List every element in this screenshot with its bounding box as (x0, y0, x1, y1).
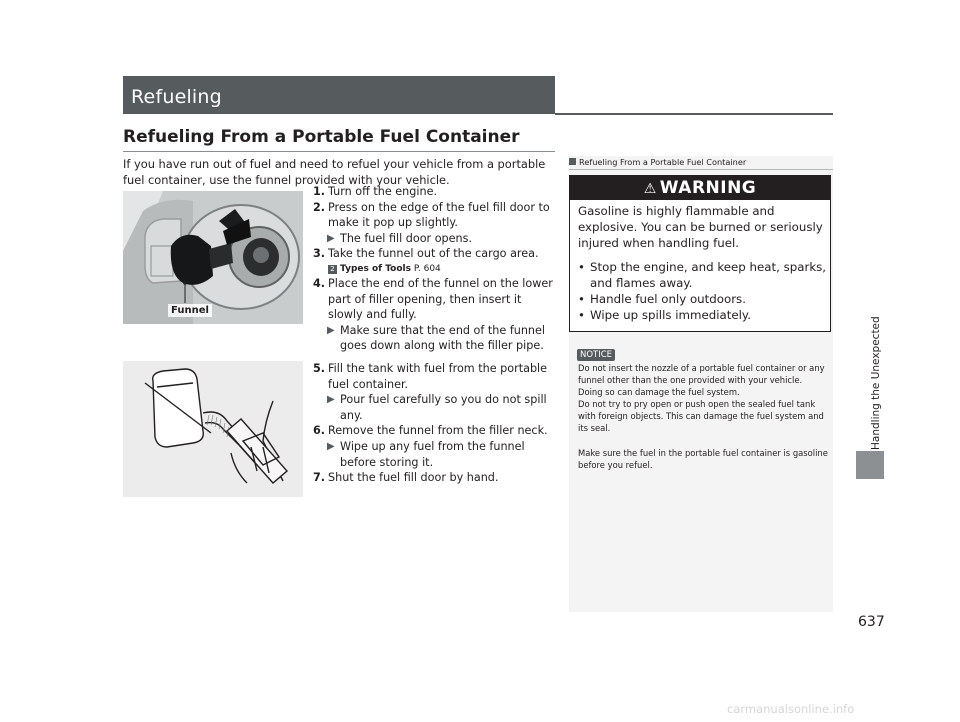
funnel-insertion-figure (123, 361, 303, 497)
funnel-insertion-illustration (123, 361, 303, 497)
step-result-text: Pour fuel carefully so you do not spill any. (340, 393, 547, 422)
warning-lead-text: Gasoline is highly flammable and explosive. You can be burned or seriously injured when handling fuel. (578, 204, 823, 250)
arrow-right-icon: ▶ (327, 440, 335, 452)
xref-page: P. 604 (413, 263, 441, 274)
warning-triangle-icon: ⚠ (643, 181, 657, 197)
side-note-rule (569, 169, 833, 170)
chapter-title: Refueling (131, 86, 222, 108)
fuel-door-photo (123, 191, 303, 324)
step-6 (313, 423, 558, 439)
step-text: Fill the tank with fuel from the portable fuel container. (328, 361, 548, 391)
step-result-text: Wipe up any fuel from the funnel before storing it. (340, 439, 525, 469)
step-3 (313, 246, 558, 262)
step-result-text: The fuel fill door opens. (340, 231, 473, 245)
step-5-result (313, 392, 558, 423)
notice-paragraph: Make sure the fuel in the portable fuel container is gasoline before you refuel. (578, 447, 828, 470)
chapter-side-tab-label (868, 160, 882, 450)
step-text: Press on the edge of the fuel fill door to make it pop up slightly. (328, 200, 550, 230)
arrow-right-icon: ▶ (327, 232, 335, 244)
intro-paragraph: If you have run out of fuel and need to refuel your vehicle from a portable fuel container, use the funnel provided with your vehicle. (123, 157, 546, 187)
warning-body (578, 203, 830, 323)
xref-title: Types of Tools (340, 263, 411, 274)
side-note-heading (569, 157, 746, 167)
warning-title-text: WARNING (659, 178, 757, 198)
step-number: 7. (313, 471, 326, 485)
step-7 (313, 470, 558, 486)
step-number: 2. (313, 200, 326, 214)
step-text: Take the funnel out of the cargo area. (328, 247, 539, 261)
reference-icon: 2 (328, 265, 337, 274)
step-2 (313, 200, 558, 231)
warning-title (570, 177, 830, 199)
step-number: 4. (313, 276, 326, 290)
step-number: 1. (313, 185, 326, 198)
step-number: 6. (313, 424, 326, 438)
notice-paragraph: Do not insert the nozzle of a portable fuel container or any funnel other than the one provided with your vehicle. Doing so can damage the fuel system. (578, 363, 825, 398)
step-4-result (313, 323, 558, 354)
warning-bullet: • Handle fuel only outdoors. (578, 291, 830, 307)
step-1 (313, 184, 558, 200)
warning-bullet: • Stop the engine, and keep heat, sparks, and flames away. (578, 259, 830, 291)
step-text: Shut the fuel fill door by hand. (328, 471, 499, 485)
section-title: Refueling From a Portable Fuel Container (123, 127, 520, 147)
arrow-right-icon: ▶ (327, 324, 335, 336)
step-number: 3. (313, 247, 326, 261)
note-marker-icon (569, 158, 576, 165)
step-number: 5. (313, 361, 326, 375)
step-4 (313, 276, 558, 323)
arrow-right-icon: ▶ (327, 394, 335, 406)
header-rule (555, 113, 833, 115)
chapter-side-tab-text: Handling the Unexpected (870, 316, 882, 450)
warning-bullet: • Wipe up spills immediately. (578, 307, 830, 323)
notice-paragraph: Do not try to pry open or push open the sealed fuel tank with foreign objects. This can damage the fuel system and its seal. (578, 399, 824, 434)
section-rule (123, 151, 555, 152)
notice-body (578, 362, 828, 471)
side-note-heading-text: Refueling From a Portable Fuel Container (579, 157, 747, 167)
watermark: carmanualsonline.info (727, 702, 855, 716)
step-6-result (313, 439, 558, 470)
cross-reference-link[interactable] (313, 262, 558, 276)
step-2-result (313, 231, 558, 247)
step-5 (313, 361, 558, 392)
chapter-tab-marker (856, 451, 884, 479)
notice-badge: NOTICE (577, 349, 615, 361)
step-text: Place the end of the funnel on the lower part of filler opening, then insert it slowly and fully. (328, 276, 553, 322)
step-text: Remove the funnel from the filler neck. (328, 424, 548, 438)
page-number: 637 (858, 614, 885, 630)
fuel-door-illustration (123, 191, 303, 324)
funnel-callout-label: Funnel (168, 304, 212, 317)
procedure-steps (313, 184, 558, 486)
step-text: Turn off the engine. (328, 185, 438, 198)
step-result-text: Make sure that the end of the funnel goes down along with the filler pipe. (340, 323, 546, 353)
